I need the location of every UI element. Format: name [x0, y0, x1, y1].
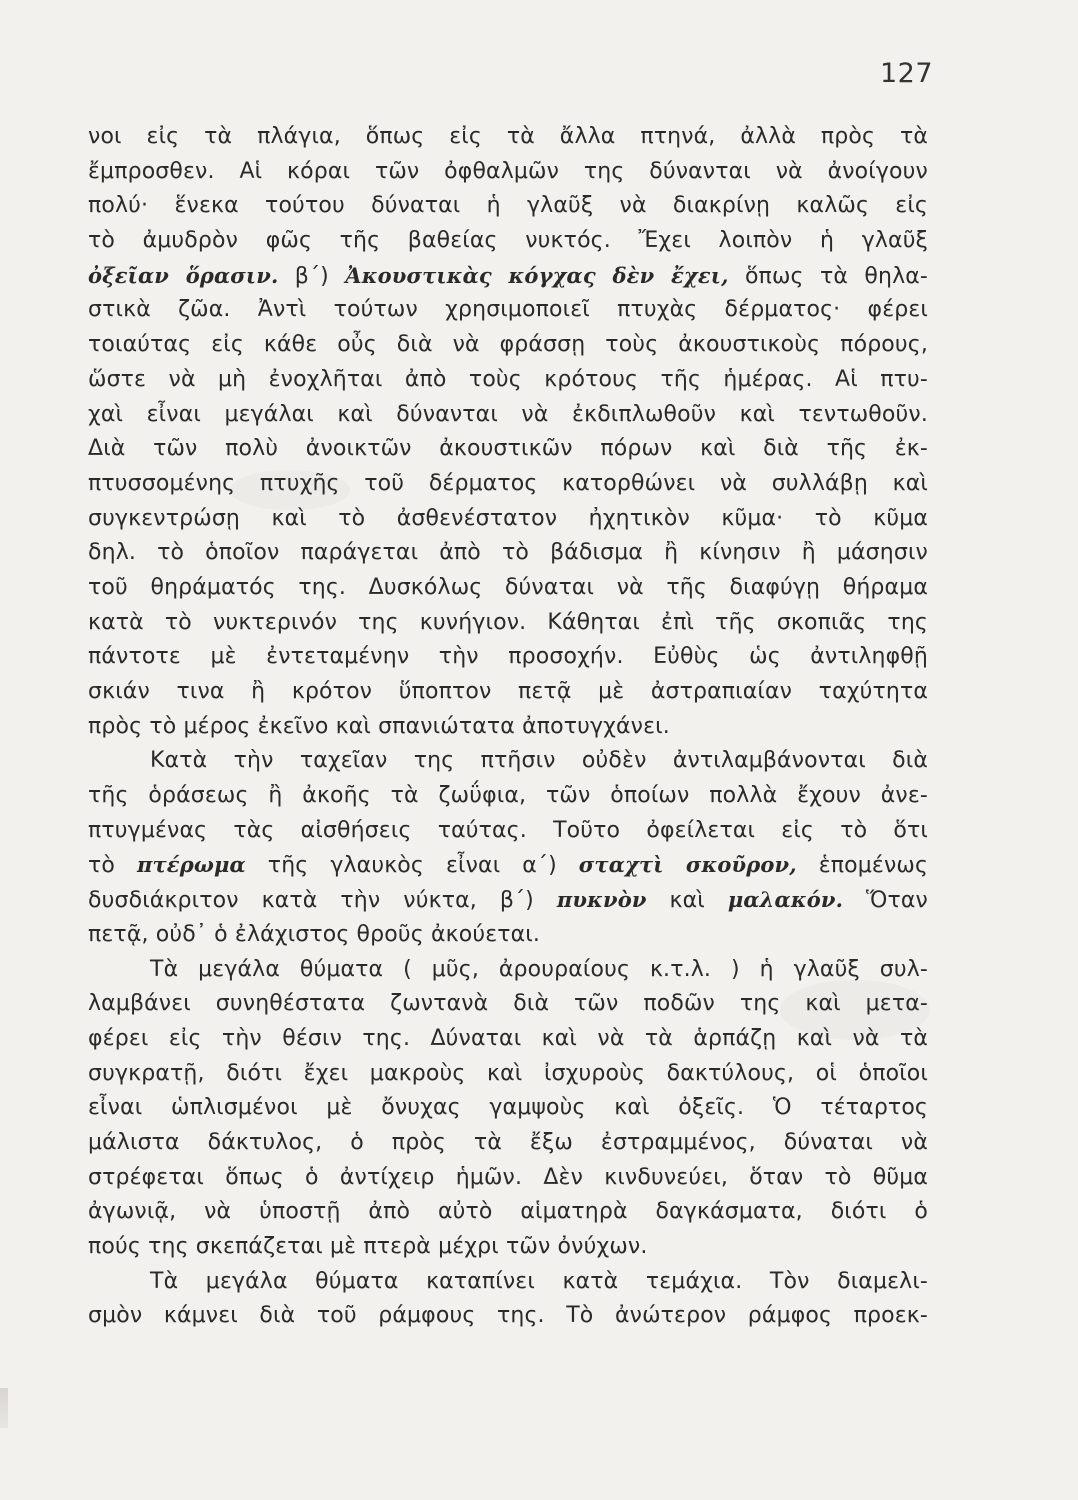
text-segment: χαὶ εἶναι μεγάλαι καὶ δύνανται νὰ ἐκδιπλωθοῦν καὶ τεντωθοῦν.	[88, 401, 928, 427]
text-line	[88, 606, 928, 641]
text-line	[88, 1161, 928, 1196]
text-segment: ἀγωνιᾷ, νὰ ὑποστῇ ἀπὸ αὐτὸ αἱματηρὰ δαγκάσματα, διότι ὁ	[88, 1199, 928, 1225]
text-segment: καὶ	[646, 888, 728, 914]
text-segment: φέρει εἰς τὴν θέσιν της. Δύναται καὶ νὰ τὰ ἁρπάζῃ καὶ νὰ τὰ	[88, 1025, 928, 1051]
text-segment: πετᾷ, οὐδ᾽ ὁ ἐλάχιστος θροῦς ἀκούεται.	[88, 921, 541, 947]
page-edge-mark	[0, 1388, 8, 1428]
text-segment: Κατὰ τὴν ταχεῖαν της πτῆσιν οὐδὲν ἀντιλαμβάνονται διὰ	[150, 748, 928, 774]
body-text	[88, 120, 928, 1334]
text-segment: ἔμπροσθεν. Αἱ κόραι τῶν ὀφθαλμῶν της δύνανται νὰ ἀνοίγουν	[88, 158, 928, 184]
text-line	[88, 848, 928, 883]
text-segment: στρέφεται ὅπως ὁ ἀντίχειρ ἡμῶν. Δὲν κινδυνεύει, ὅταν τὸ θῦμα	[88, 1164, 928, 1190]
text-line	[88, 1195, 928, 1230]
text-segment: τοῦ θηράματός της. Δυσκόλως δύναται νὰ τῆς διαφύγῃ θήραμα	[88, 574, 928, 600]
text-line	[88, 744, 928, 779]
emphasized-term: σταχτὶ σκοῦρον,	[578, 852, 797, 878]
text-line	[88, 1126, 928, 1161]
text-segment: πτυγμένας τὰς αἰσθήσεις ταύτας. Τοῦτο ὀφείλεται εἰς τὸ ὅτι	[88, 817, 928, 843]
text-segment: ὥστε νὰ μὴ ἐνοχλῆται ἀπὸ τοὺς κρότους τῆς ἡμέρας. Αἱ πτυ-	[88, 366, 928, 392]
text-line	[88, 432, 928, 467]
text-segment: τοιαύτας εἰς κάθε οὖς διὰ νὰ φράσσῃ τοὺς ἀκουστικοὺς πόρους,	[88, 332, 928, 358]
text-segment: πάντοτε μὲ ἐντεταμένην τὴν προσοχήν. Εὐθὺς ὡς ἀντιληφθῇ	[88, 644, 928, 670]
text-line	[88, 1091, 928, 1126]
text-segment: νοι εἰς τὰ πλάγια, ὅπως εἰς τὰ ἄλλα πτηνά, ἀλλὰ πρὸς τὰ	[88, 124, 928, 149]
text-segment: Ὅταν	[843, 888, 928, 914]
text-segment: συγκρατῇ, διότι ἔχει μακροὺς καὶ ἰσχυροὺς δακτύλους, οἱ ὁποῖοι	[88, 1060, 928, 1086]
text-line	[88, 363, 928, 398]
text-segment: δυσδιάκριτον κατὰ τὴν νύκτα, β΄)	[88, 888, 557, 914]
text-line	[88, 1265, 928, 1300]
text-line	[88, 293, 928, 328]
text-line	[88, 224, 928, 259]
text-segment: τῆς γλαυκὸς εἶναι α΄)	[245, 853, 579, 879]
text-segment: σκιάν τινα ἢ κρότον ὕποπτον πετᾷ μὲ ἀστραπιαίαν ταχύτητα	[88, 679, 928, 704]
text-segment: μάλιστα δάκτυλος, ὁ πρὸς τὰ ἔξω ἐστραμμένος, δύναται νὰ	[88, 1129, 928, 1155]
text-segment: πολύ· ἕνεκα τούτου δύναται ἡ γλαῦξ νὰ διακρίνῃ καλῶς εἰς	[88, 193, 928, 219]
text-segment: πούς της σκεπάζεται μὲ πτερὰ μέχρι τῶν ὀνύχων.	[88, 1234, 648, 1259]
text-segment: δηλ. τὸ ὁποῖον παράγεται ἀπὸ τὸ βάδισμα ἢ κίνησιν ἢ μάσησιν	[88, 540, 928, 566]
text-segment: τῆς ὁράσεως ἢ ἀκοῆς τὰ ζωΰφια, τῶν ὁποίων πολλὰ ἔχουν ἀνε-	[88, 783, 928, 809]
emphasized-term: Ἀκουστικὰς κόγχας δὲν ἔχει,	[345, 262, 729, 288]
text-line	[88, 1299, 928, 1334]
text-line	[88, 814, 928, 849]
text-segment: κατὰ τὸ νυκτερινόν της κυνήγιον. Κάθηται ἐπὶ τῆς σκοπιᾶς της	[88, 609, 928, 635]
text-line	[88, 328, 928, 363]
text-segment: λαμβάνει συνηθέστατα ζωντανὰ διὰ τῶν ποδῶν της καὶ μετα-	[88, 991, 928, 1017]
text-line	[88, 398, 928, 433]
text-segment: β΄)	[278, 263, 346, 289]
text-segment: Τὰ μεγάλα θύματα καταπίνει κατὰ τεμάχια. Τὸν διαμελι-	[150, 1268, 928, 1294]
text-line	[88, 536, 928, 571]
text-line	[88, 1230, 928, 1265]
text-line	[88, 467, 928, 502]
text-line	[88, 953, 928, 988]
text-segment: πτυσσομένης πτυχῆς τοῦ δέρματος κατορθώνει νὰ συλλάβῃ καὶ	[88, 470, 928, 496]
text-line	[88, 918, 928, 953]
text-line	[88, 987, 928, 1022]
text-line	[88, 155, 928, 190]
text-line	[88, 571, 928, 606]
text-line	[88, 502, 928, 537]
text-segment: στικὰ ζῶα. Ἀντὶ τούτων χρησιμοποιεῖ πτυχὰς δέρματος· φέρει	[88, 297, 928, 323]
text-line	[88, 189, 928, 224]
text-segment: σμὸν κάμνει διὰ τοῦ ράμφους της. Τὸ ἀνώτερον ράμφος προεκ-	[88, 1303, 928, 1329]
text-line	[88, 1022, 928, 1057]
text-segment: Τὰ μεγάλα θύματα ( μῦς, ἀρουραίους κ.τ.λ. ) ἡ γλαῦξ συλ-	[150, 956, 928, 982]
text-line	[88, 779, 928, 814]
text-line	[88, 675, 928, 710]
emphasized-term: μαλακόν.	[727, 887, 844, 913]
text-segment: Διὰ τῶν πολὺ ἀνοικτῶν ἀκουστικῶν πόρων καὶ διὰ τῆς ἐκ-	[88, 436, 928, 462]
text-line	[88, 883, 928, 918]
emphasized-term: πτέρωμα	[137, 852, 246, 878]
text-line	[88, 710, 928, 745]
text-line	[88, 259, 928, 294]
text-line	[88, 120, 928, 155]
text-segment: τὸ ἀμυδρὸν φῶς τῆς βαθείας νυκτός. Ἔχει λοιπὸν ἡ γλαῦξ	[88, 228, 928, 254]
text-segment: εἶναι ὡπλισμένοι μὲ ὄνυχας γαμψοὺς καὶ ὀξεῖς. Ὁ τέταρτος	[88, 1095, 928, 1121]
text-segment: συγκεντρώσῃ καὶ τὸ ἀσθενέστατον ἠχητικὸν κῦμα· τὸ κῦμα	[88, 505, 928, 531]
page-number: 127	[880, 58, 934, 89]
text-segment: ὅπως τὰ θηλα-	[728, 263, 929, 289]
emphasized-term: πυκνὸν	[556, 887, 647, 913]
text-segment: πρὸς τὸ μέρος ἐκεῖνο καὶ σπανιώτατα ἀποτυγχάνει.	[88, 713, 670, 739]
text-segment: ἑπομένως	[796, 853, 929, 879]
emphasized-term: ὀξεῖαν ὅρασιν.	[88, 262, 279, 288]
text-line	[88, 640, 928, 675]
text-segment: τὸ	[88, 853, 137, 879]
text-line	[88, 1057, 928, 1092]
